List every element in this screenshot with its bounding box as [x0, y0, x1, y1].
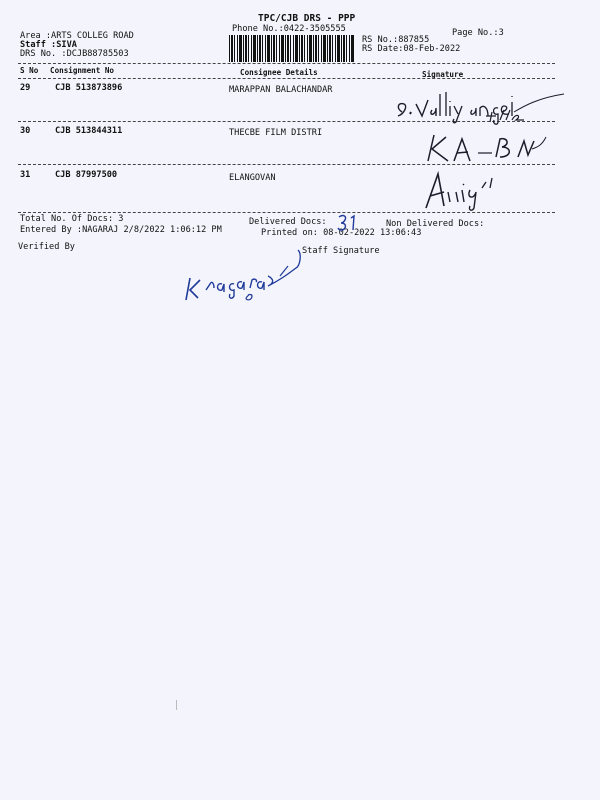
signature-row-29: [388, 72, 568, 124]
row-consignee: THECBE FILM DISTRI: [229, 128, 323, 138]
staff-signature-label: Staff Signature: [302, 246, 380, 256]
column-header-consignee: Consignee Details: [240, 68, 318, 77]
signature-row-30: [420, 127, 550, 167]
rs-date: RS Date:08-Feb-2022: [362, 44, 461, 54]
delivered-count-handwriting: [337, 214, 359, 232]
row-consignee: ELANGOVAN: [229, 173, 276, 183]
report-title: TPC/CJB DRS - PPP: [258, 13, 356, 24]
staff-field: Staff :SIVA: [20, 40, 77, 50]
total-docs: Total No. Of Docs: 3: [20, 214, 124, 224]
phone-number: Phone No.:0422-3505555: [232, 24, 346, 34]
row-sno: 30: [20, 126, 31, 136]
staff-signature-handwriting: [176, 246, 306, 302]
row-consignment: CJB 87997500: [55, 170, 118, 180]
barcode: [229, 35, 355, 62]
column-header-sno: S No: [20, 66, 39, 75]
row-sno: 31: [20, 170, 31, 180]
rs-number: RS No.:887855: [362, 35, 430, 45]
column-header-consignment: Consignment No: [50, 66, 115, 75]
row-sno: 29: [20, 83, 31, 93]
delivered-docs-label: Delivered Docs:: [249, 217, 327, 227]
divider: [18, 63, 555, 64]
area-field: Area :ARTS COLLEG ROAD: [20, 31, 134, 41]
verified-by-label: Verified By: [18, 242, 75, 252]
entered-by: Entered By :NAGARAJ 2/8/2022 1:06:12 PM: [20, 225, 222, 235]
drs-number: DRS No. :DCJB88785503: [20, 49, 129, 59]
printed-on: Printed on: 08-02-2022 13:06:43: [261, 228, 422, 238]
page-number: Page No.:3: [452, 28, 504, 38]
scan-mark: [176, 700, 177, 710]
signature-row-31: [420, 168, 510, 212]
row-consignment: CJB 513844311: [55, 126, 123, 136]
column-header-signature: Signature: [422, 70, 464, 79]
row-consignee: MARAPPAN BALACHANDAR: [229, 85, 333, 95]
non-delivered-docs-label: Non Delivered Docs:: [386, 219, 485, 229]
divider: [18, 212, 555, 213]
row-consignment: CJB 513873896: [55, 83, 123, 93]
